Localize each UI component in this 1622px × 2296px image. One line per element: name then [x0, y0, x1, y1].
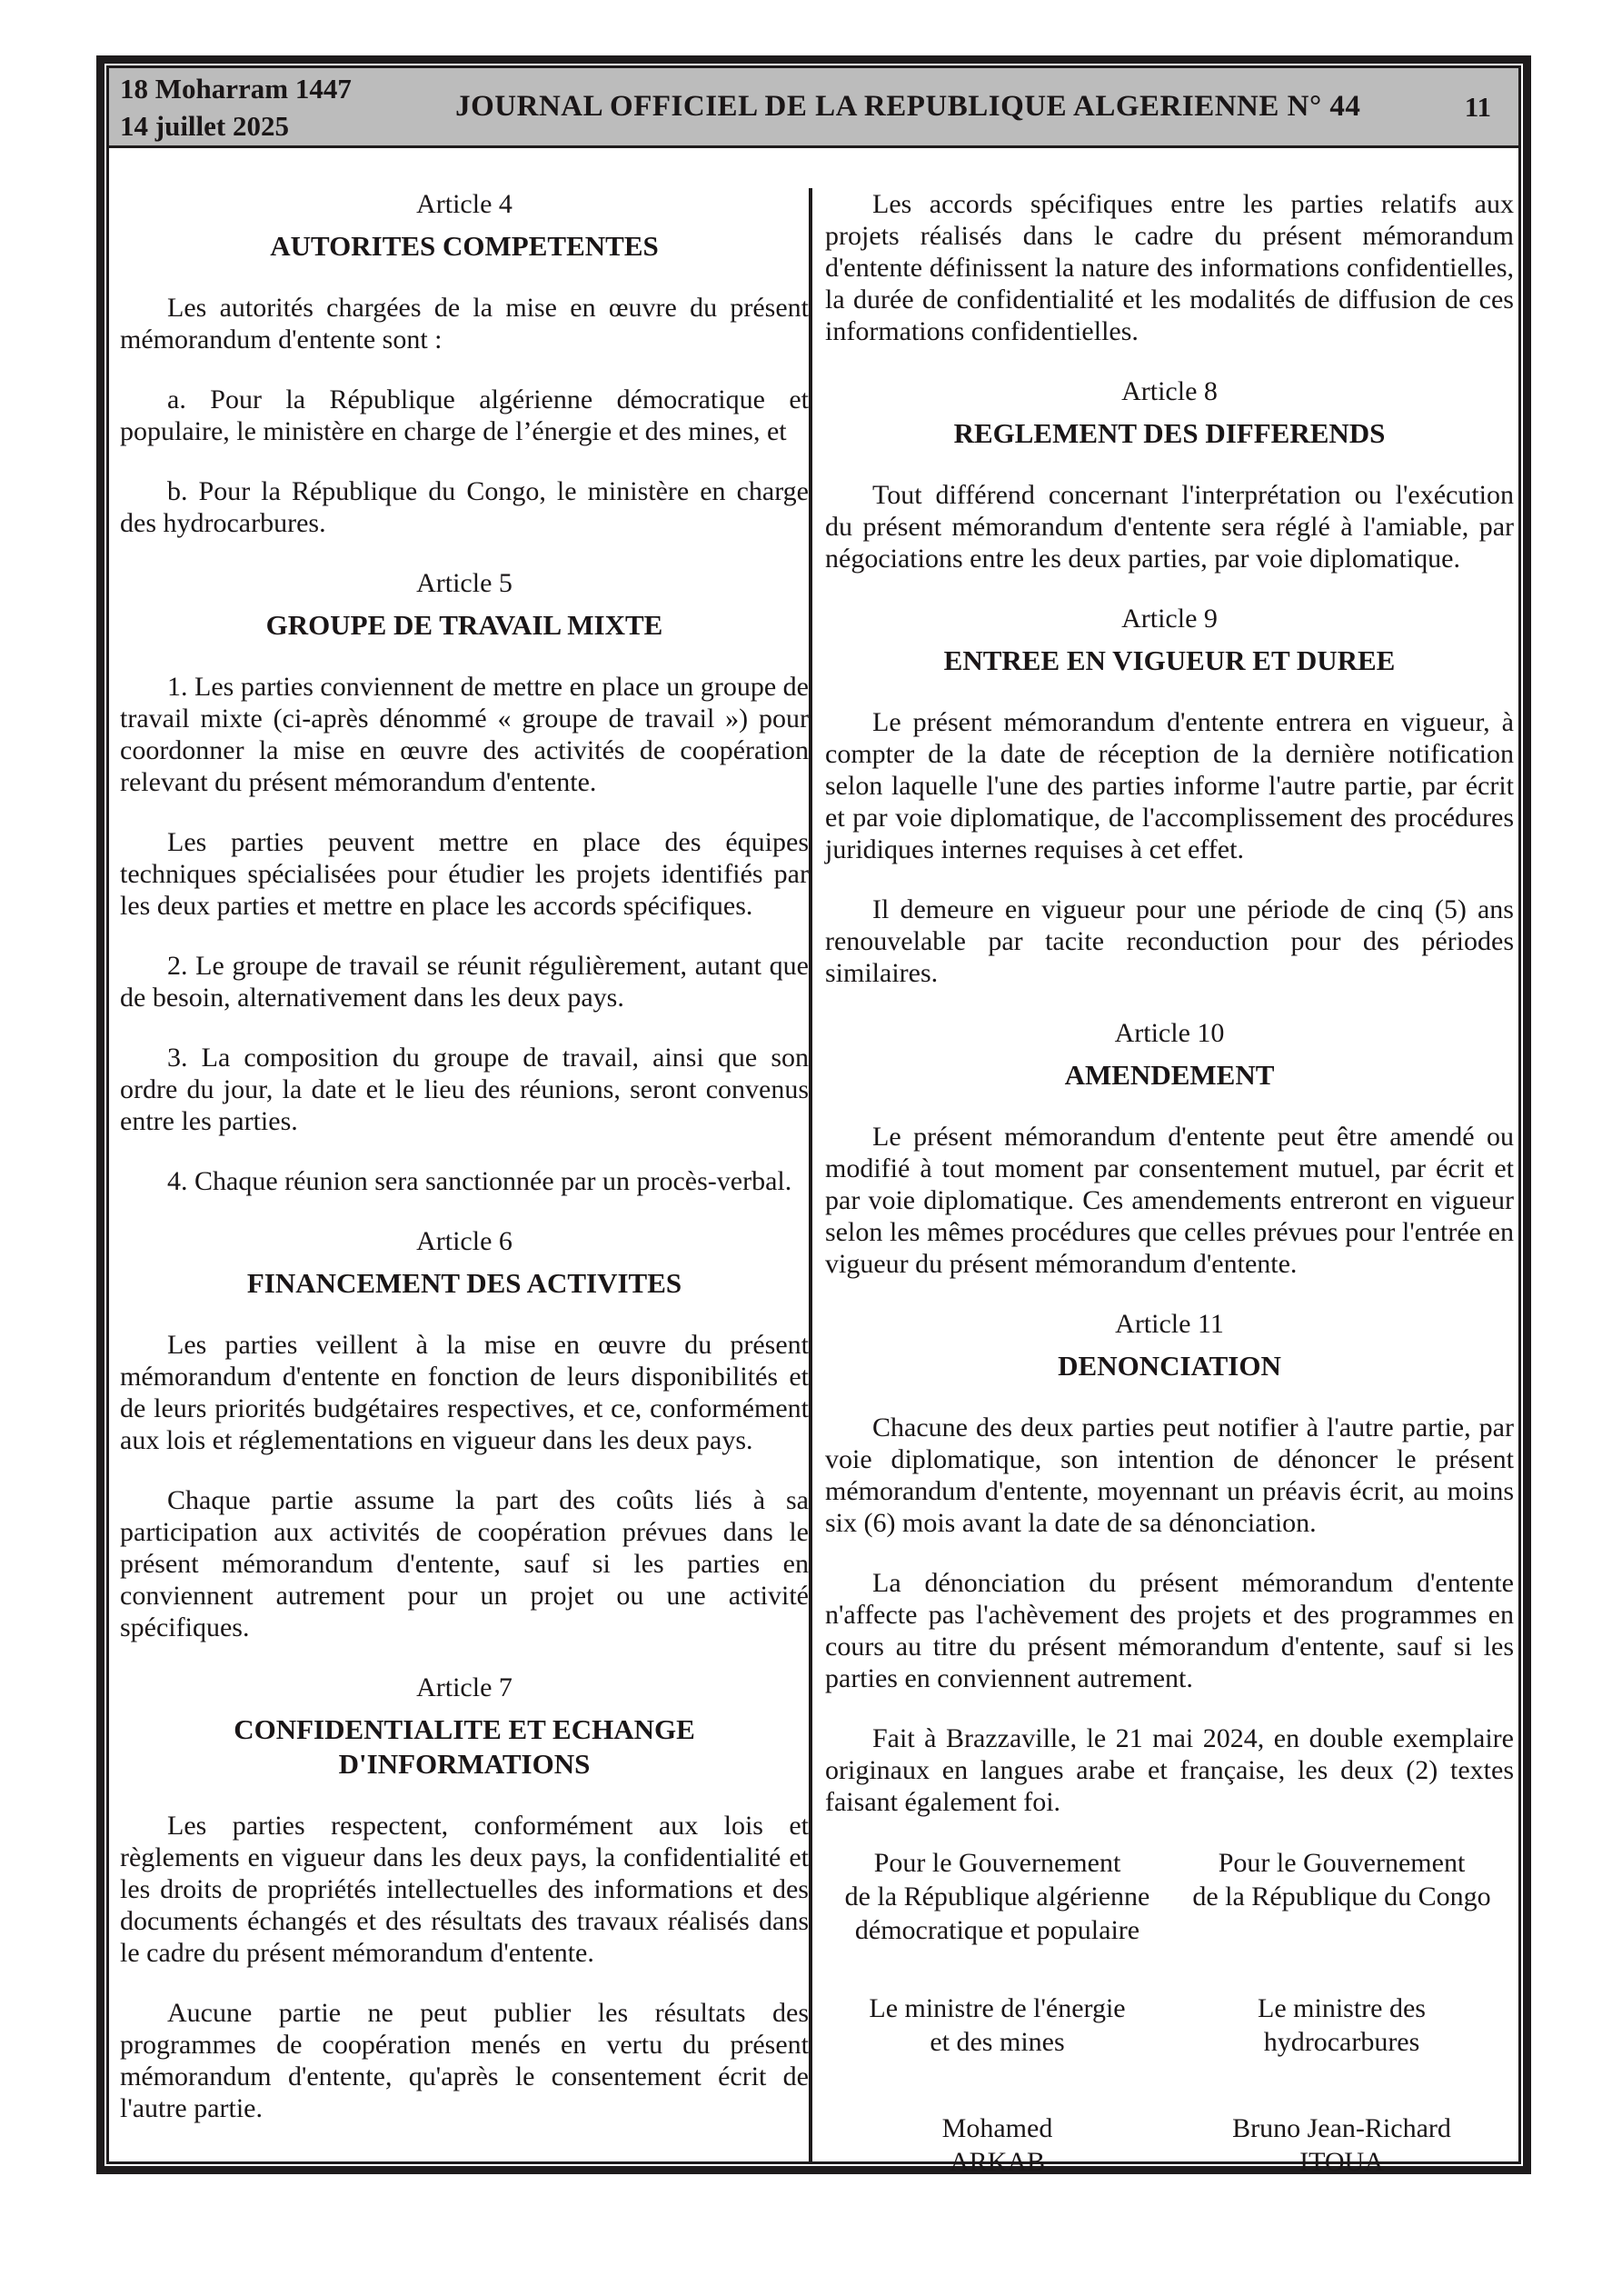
article-10-title: AMENDEMENT — [1064, 1059, 1275, 1091]
signature-algeria-government — [825, 1846, 1169, 1948]
signature-congo — [1169, 1846, 1514, 2179]
article-6-heading: Article 6 — [416, 1226, 512, 1256]
signature-line: Bruno Jean-Richard — [1232, 2113, 1451, 2143]
journal-title: JOURNAL OFFICIEL DE LA REPUBLIQUE ALGERIENNE N° 44 — [455, 90, 1361, 123]
paragraph: Fait à Brazzaville, le 21 mai 2024, en double exemplaire originaux en langues arabe et française, les deux (2) textes faisant également foi. — [825, 1723, 1514, 1817]
article-8-heading: Article 8 — [1121, 376, 1218, 406]
paragraph: Tout différend concernant l'interprétation ou l'exécution du présent mémorandum d'entente sera réglé à l'amiable, par négociations entre les deux parties, par voie diplomatique. — [825, 480, 1514, 574]
signature-congo-government — [1169, 1846, 1514, 1948]
paragraph: Le présent mémorandum d'entente peut être amendé ou modifié à tout moment par consentement mutuel, par écrit et par voie diplomatique. Ces amendements entreront en vigueur selon les mêmes procédures que celles prévues pour l'entrée en vigueur du présent mémorandum d'entente. — [825, 1122, 1514, 1279]
signature-block — [825, 1846, 1514, 2179]
signature-line: hydrocarbures — [1263, 2027, 1420, 2057]
inner-frame — [106, 65, 1521, 2177]
right-column — [825, 188, 1514, 2177]
article-7-heading: Article 7 — [416, 1672, 512, 1702]
signature-algeria-role — [825, 1992, 1169, 2061]
signature-line: Pour le Gouvernement — [873, 1848, 1121, 1878]
paragraph: Aucune partie ne peut publier les résultats des programmes de coopération menés en vertu du présent mémorandum d'entente, qu'après le consentement écrit de l'autre partie. — [120, 1998, 809, 2123]
date-hijri: 18 Moharram 1447 — [120, 72, 352, 105]
article-7-title: CONFIDENTIALITE ET ECHANGE D'INFORMATIONS — [234, 1713, 695, 1780]
date-gregorian: 14 juillet 2025 — [120, 109, 289, 142]
paragraph: Les parties veillent à la mise en œuvre du présent mémorandum d'entente en fonction de leurs disponibilités et de leurs priorités budgétaires respectives, et ce, conformément aux lois et réglementations en vigueur dans les deux pays. — [120, 1330, 809, 1455]
article-11-title: DENONCIATION — [1058, 1350, 1281, 1382]
paragraph: a. Pour la République algérienne démocratique et populaire, le ministère en charge de l’énergie et des mines, et — [120, 384, 809, 446]
header-dates — [120, 70, 352, 145]
paragraph: Chacune des deux parties peut notifier à l'autre partie, par voie diplomatique, son intention de dénoncer le présent mémorandum d'entente, moyennant un préavis écrit, au moins six (6) mois avant la date de sa dénonciation. — [825, 1413, 1514, 1538]
article-9-title: ENTREE EN VIGUEUR ET DUREE — [943, 644, 1396, 676]
signature-line: démocratique et populaire — [854, 1915, 1140, 1945]
column-divider — [809, 188, 812, 2161]
signature-line: et des mines — [930, 2027, 1065, 2057]
article-4-heading: Article 4 — [416, 189, 512, 219]
content-area — [109, 148, 1518, 2177]
signature-line: Pour le Gouvernement — [1218, 1848, 1466, 1878]
signature-congo-name — [1169, 2111, 1514, 2179]
page-header — [109, 68, 1518, 148]
signature-congo-role — [1169, 1992, 1514, 2061]
article-5-heading: Article 5 — [416, 568, 512, 598]
article-5-title: GROUPE DE TRAVAIL MIXTE — [265, 609, 663, 641]
left-column — [120, 188, 809, 2161]
signature-line: Le ministre des — [1258, 1993, 1426, 2023]
article-10-heading: Article 10 — [1114, 1018, 1225, 1048]
paragraph: 2. Le groupe de travail se réunit régulièrement, autant que de besoin, alternativement dans les deux pays. — [120, 951, 809, 1013]
signature-algeria — [825, 1846, 1169, 2179]
article-8-title: REGLEMENT DES DIFFERENDS — [953, 417, 1386, 449]
page-number: 11 — [1464, 90, 1491, 123]
paragraph: Chaque partie assume la part des coûts liés à sa participation aux activités de coopération prévues dans le présent mémorandum d'entente, sauf si les parties en conviennent autrement pour un projet ou une activité spécifiques. — [120, 1485, 809, 1642]
article-6-title: FINANCEMENT DES ACTIVITES — [246, 1267, 682, 1299]
paragraph: Les parties peuvent mettre en place des équipes techniques spécialisées pour étudier les projets identifiés par les deux parties et mettre en place les accords spécifiques. — [120, 827, 809, 921]
article-11-heading: Article 11 — [1115, 1309, 1224, 1339]
paragraph: Il demeure en vigueur pour une période de cinq (5) ans renouvelable par tacite reconduction pour des périodes similaires. — [825, 894, 1514, 988]
signature-line: ITOUA — [1299, 2147, 1384, 2177]
article-4-title: AUTORITES COMPETENTES — [270, 230, 659, 262]
paragraph: Le présent mémorandum d'entente entrera en vigueur, à compter de la date de réception de la dernière notification selon laquelle l'une des parties informe l'autre partie, par écrit et par voie diplomatique, de l'accomplissement des procédures juridiques internes requises à cet effet. — [825, 707, 1514, 864]
signature-line: Mohamed — [941, 2113, 1053, 2143]
signature-line: de la République algérienne — [844, 1882, 1150, 1912]
paragraph: b. Pour la République du Congo, le ministère en charge des hydrocarbures. — [120, 476, 809, 538]
paragraph: Les accords spécifiques entre les parties relatifs aux projets réalisés dans le cadre du présent mémorandum d'entente définissent la nature des informations confidentielles, la durée de confidentialité et les modalités de diffusion de ces informations confidentielles. — [825, 189, 1514, 346]
paragraph: Les parties respectent, conformément aux lois et règlements en vigueur dans les deux pays, la confidentialité et les droits de propriétés intellectuelles des informations et des documents échangés et des résultats des travaux réalisés dans le cadre du présent mémorandum d'entente. — [120, 1811, 809, 1968]
signature-line: Le ministre de l'énergie — [869, 1993, 1126, 2023]
paragraph: La dénonciation du présent mémorandum d'entente n'affecte pas l'achèvement des projets et des programmes en cours au titre du présent mémorandum d'entente, sauf si les parties en conviennent autrement. — [825, 1568, 1514, 1693]
signature-line: de la République du Congo — [1192, 1882, 1491, 1912]
paragraph: 1. Les parties conviennent de mettre en place un groupe de travail mixte (ci-après dénommé « groupe de travail ») pour coordonner la mise en œuvre des activités de coopération relevant du présent mémorandum d'entente. — [120, 672, 809, 797]
paragraph: 4. Chaque réunion sera sanctionnée par un procès-verbal. — [167, 1166, 792, 1196]
paragraph: Les autorités chargées de la mise en œuvre du présent mémorandum d'entente sont : — [120, 293, 809, 354]
paragraph: 3. La composition du groupe de travail, ainsi que son ordre du jour, la date et le lieu des réunions, seront convenus entre les parties. — [120, 1043, 809, 1136]
signature-algeria-name — [825, 2111, 1169, 2179]
signature-line: ARKAB — [949, 2147, 1045, 2177]
article-9-heading: Article 9 — [1121, 604, 1218, 634]
page-frame — [96, 55, 1531, 2177]
